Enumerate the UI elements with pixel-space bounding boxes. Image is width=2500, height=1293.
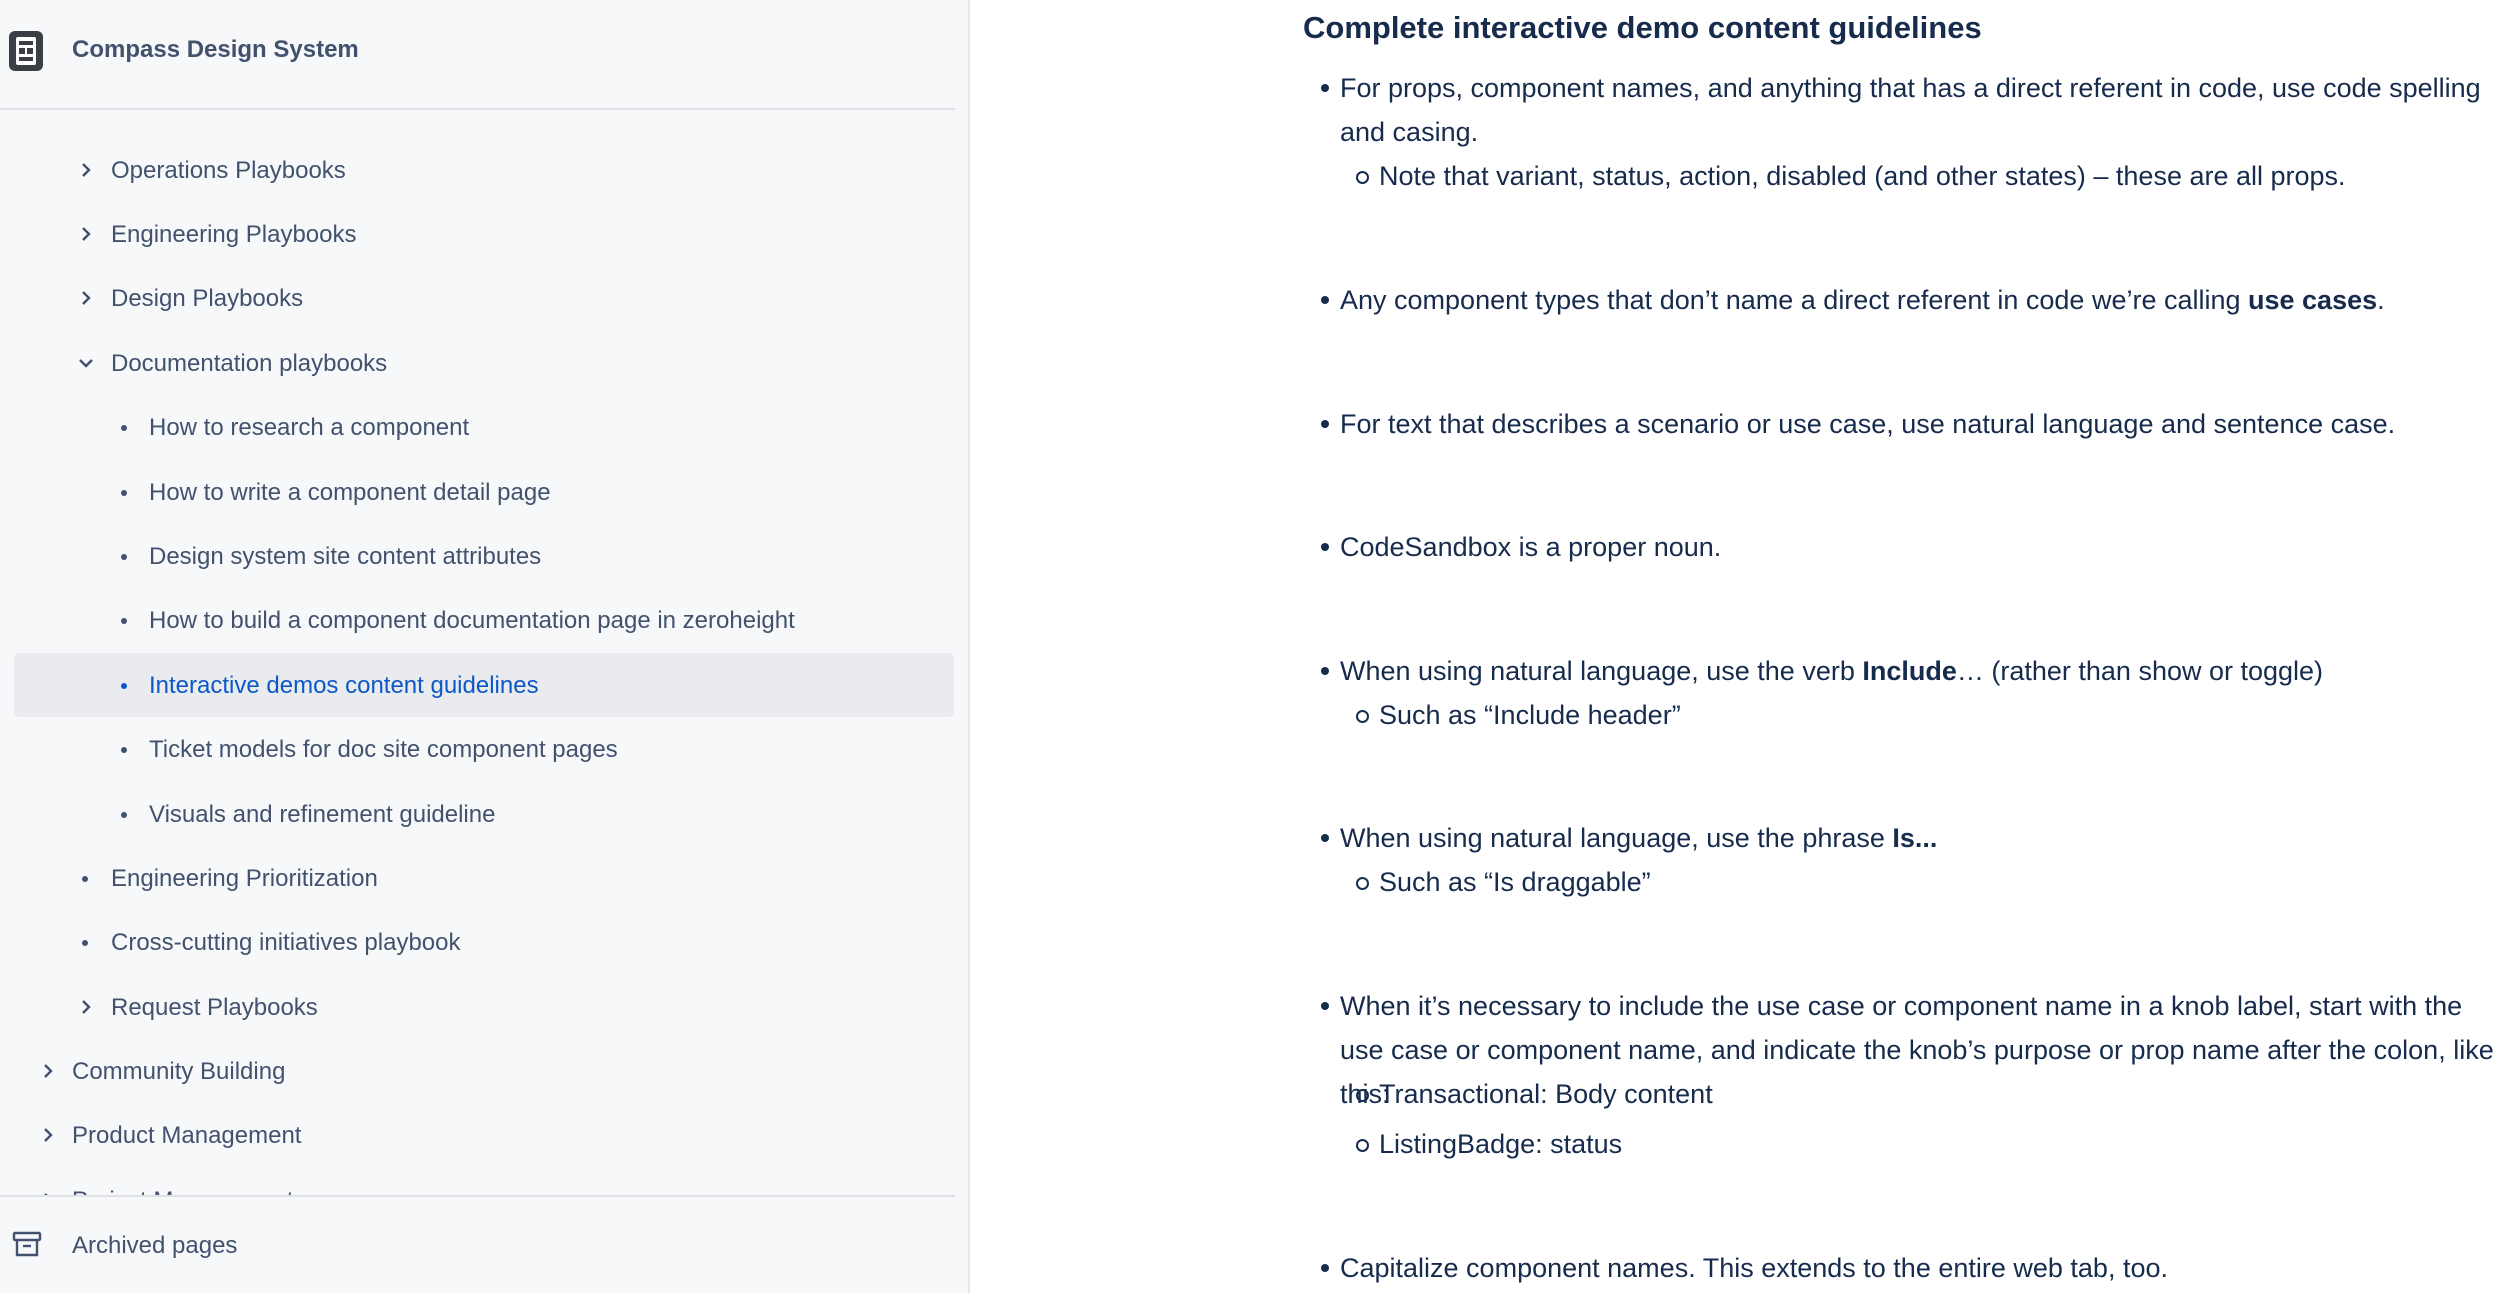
tree-item-label: Engineering Prioritization xyxy=(111,865,378,892)
chevron-right-icon[interactable] xyxy=(76,997,96,1017)
tree-item-label: How to research a component xyxy=(149,414,470,441)
guideline-text: For props, component names, and anything that has a direct referent in code, use code spelling and casing. xyxy=(1340,73,2481,147)
guideline-subitem: Such as “Is draggable” xyxy=(1379,860,1651,904)
tree-item-label: Engineering Playbooks xyxy=(111,221,357,248)
guideline-text: For text that describes a scenario or use case, use natural language and sentence case. xyxy=(1340,409,2396,439)
tree-item-ticket-models[interactable] xyxy=(14,717,954,781)
tree-item-design-playbooks[interactable] xyxy=(14,266,954,330)
guideline-subitem: Note that variant, status, action, disabled (and other states) – these are all props. xyxy=(1379,154,2346,198)
tree-item-engineering-prioritization[interactable] xyxy=(14,846,954,910)
sidebar-header xyxy=(0,0,955,110)
tree-item-engineering-playbooks[interactable] xyxy=(14,202,954,266)
space-icon[interactable] xyxy=(8,30,44,72)
tree-item-label: Operations Playbooks xyxy=(111,157,346,184)
sidebar xyxy=(0,0,970,1293)
tree-item-how-to-write[interactable] xyxy=(14,460,954,524)
chevron-right-icon[interactable] xyxy=(76,224,96,244)
chevron-right-icon[interactable] xyxy=(76,288,96,308)
guideline-emphasis: Include xyxy=(1862,656,1957,686)
bullet-icon xyxy=(82,940,88,946)
archive-icon xyxy=(12,1229,42,1259)
tree-item-label: Visuals and refinement guideline xyxy=(149,801,496,828)
sidebar-footer[interactable] xyxy=(0,1195,955,1293)
guideline-subitem: Transactional: Body content xyxy=(1379,1072,1713,1116)
tree-item-label: Interactive demos content guidelines xyxy=(149,672,539,699)
archived-pages-link[interactable]: Archived pages xyxy=(72,1232,238,1259)
guideline-text: … (rather than show or toggle) xyxy=(1956,656,2324,686)
tree-item-cross-cutting[interactable] xyxy=(14,910,954,974)
section-heading: Complete interactive demo content guidelines xyxy=(1303,10,1982,45)
guideline-text: . xyxy=(2377,285,2385,315)
tree-item-product-management[interactable] xyxy=(14,1103,954,1167)
tree-item-label: Design system site content attributes xyxy=(149,543,542,570)
guideline-item xyxy=(1340,1246,2500,1290)
tree-item-operations-playbooks[interactable] xyxy=(14,138,954,202)
bullet-icon xyxy=(121,812,127,818)
guideline-item xyxy=(1340,402,2500,446)
chevron-right-icon[interactable] xyxy=(38,1061,58,1081)
bullet-icon xyxy=(121,490,127,496)
tree-item-request-playbooks[interactable] xyxy=(14,975,954,1039)
bullet-icon xyxy=(121,554,127,560)
guideline-item xyxy=(1340,525,2500,569)
guideline-text: Any component types that don’t name a direct referent in code we’re calling xyxy=(1340,285,2249,315)
guideline-item xyxy=(1340,66,2500,154)
tree-item-label: Design Playbooks xyxy=(111,285,304,312)
guideline-item xyxy=(1340,278,2500,322)
chevron-right-icon[interactable] xyxy=(38,1125,58,1145)
chevron-down-icon[interactable] xyxy=(76,353,96,373)
tree-item-how-to-research[interactable] xyxy=(14,395,954,459)
bullet-icon xyxy=(121,747,127,753)
tree-item-label: Cross-cutting initiatives playbook xyxy=(111,929,461,956)
bullet-icon xyxy=(121,425,127,431)
tree-item-visuals-refinement[interactable] xyxy=(14,782,954,846)
guideline-text: When it’s necessary to include the use case or component name in a knob label, start with the use case or component name, and indicate the knob’s purpose or prop name after the colon, like this: xyxy=(1340,991,2494,1109)
tree-item-label: How to build a component documentation page in zeroheight xyxy=(149,607,795,634)
tree-item-label: Ticket models for doc site component pages xyxy=(149,736,618,763)
guideline-text: When using natural language, use the verb xyxy=(1340,656,1863,686)
tree-item-documentation-playbooks[interactable] xyxy=(14,331,954,395)
guideline-subitem: ListingBadge: status xyxy=(1379,1122,1622,1166)
guideline-text: Capitalize component names. This extends to the entire web tab, too. xyxy=(1340,1253,2168,1283)
bullet-icon xyxy=(121,683,127,689)
tree-item-label: Community Building xyxy=(72,1058,286,1085)
guideline-emphasis: Is... xyxy=(1892,823,1938,853)
tree-item-label: How to write a component detail page xyxy=(149,479,551,506)
tree-item-label: Product Management xyxy=(72,1122,302,1149)
space-title[interactable]: Compass Design System xyxy=(72,36,359,63)
guideline-emphasis: use cases xyxy=(2248,285,2378,315)
guideline-item xyxy=(1340,649,2500,693)
tree-item-label: Request Playbooks xyxy=(111,994,318,1021)
tree-item-site-content-attributes[interactable] xyxy=(14,524,954,588)
guideline-subitem: Such as “Include header” xyxy=(1379,693,1681,737)
page-tree[interactable] xyxy=(0,110,955,1195)
tree-item-interactive-demos[interactable] xyxy=(14,653,954,717)
tree-item-community-building[interactable] xyxy=(14,1039,954,1103)
bullet-icon xyxy=(82,876,88,882)
guideline-item xyxy=(1340,816,2500,860)
guideline-text: When using natural language, use the phrase xyxy=(1340,823,1893,853)
tree-item-zeroheight[interactable] xyxy=(14,588,954,652)
bullet-icon xyxy=(121,618,127,624)
chevron-right-icon[interactable] xyxy=(76,160,96,180)
page-content xyxy=(1303,0,2500,1293)
tree-item-label: Documentation playbooks xyxy=(111,350,388,377)
guideline-text: CodeSandbox is a proper noun. xyxy=(1340,532,1722,562)
